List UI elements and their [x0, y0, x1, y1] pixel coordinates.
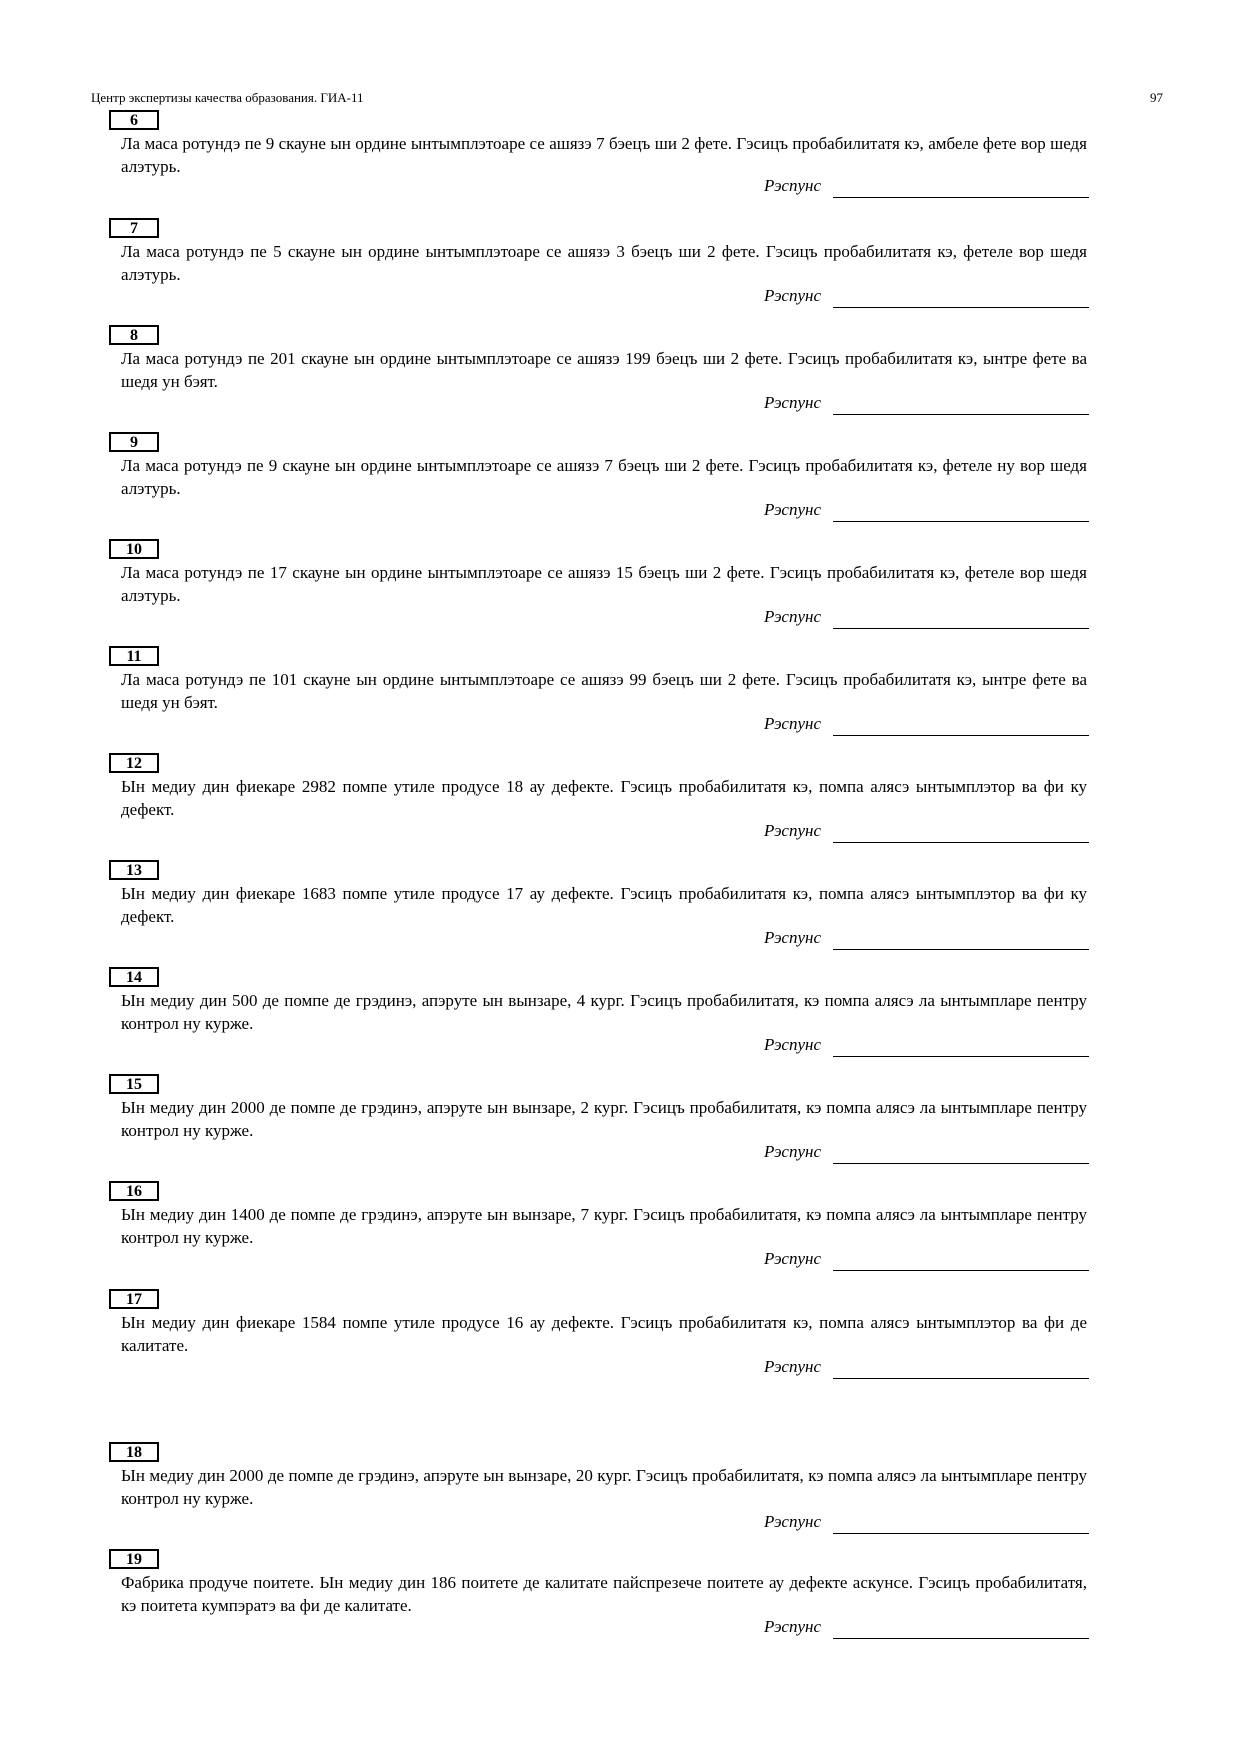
task-number: 16: [109, 1181, 159, 1201]
task-text: Ын медиу дин 500 де помпе де грэдинэ, апэруте ын вынзаре, 4 кург. Гэсицъ пробабилитатя, кэ помпа алясэ ла ынтымпларе пентру контрол ну курже.: [121, 991, 1087, 1033]
answer-field[interactable]: [764, 607, 1089, 629]
answer-label: Рэспунс: [764, 176, 821, 195]
answer-field[interactable]: [764, 176, 1089, 198]
task-number: 10: [109, 539, 159, 559]
answer-label: Рэспунс: [764, 607, 821, 626]
answer-label: Рэспунс: [764, 1617, 821, 1636]
task-text: Фабрика продуче поитете. Ын медиу дин 186 поитете де калитате пайспрезече поитете ау дефекте аскунсе. Гэсицъ пробабилитатя, кэ поитета кумпэратэ ва фи де калитате.: [121, 1573, 1087, 1615]
answer-field[interactable]: [764, 1249, 1089, 1271]
answer-line[interactable]: [833, 1533, 1089, 1534]
answer-label: Рэспунс: [764, 1035, 821, 1054]
task-number: 12: [109, 753, 159, 773]
task-text: Ла маса ротундэ пе 201 скауне ын ордине ынтымплэтоаре се ашязэ 199 бэецъ ши 2 фете. Гэсицъ пробабилитатя кэ, ынтре фете ва шедя ун бэят.: [121, 349, 1087, 391]
answer-field[interactable]: [764, 1357, 1089, 1379]
answer-label: Рэспунс: [764, 500, 821, 519]
answer-label: Рэспунс: [764, 821, 821, 840]
answer-field[interactable]: [764, 500, 1089, 522]
answer-field[interactable]: [764, 393, 1089, 415]
task-number: 17: [109, 1289, 159, 1309]
task-number: 14: [109, 967, 159, 987]
answer-field[interactable]: [764, 1142, 1089, 1164]
answer-line[interactable]: [833, 1638, 1089, 1639]
answer-field[interactable]: [764, 714, 1089, 736]
answer-field[interactable]: [764, 1512, 1089, 1534]
task-text: Ын медиу дин фиекаре 2982 помпе утиле продусе 18 ау дефекте. Гэсицъ пробабилитатя кэ, помпа алясэ ынтымплэтор ва фи ку дефект.: [121, 777, 1087, 819]
task-number: 19: [109, 1549, 159, 1569]
answer-line[interactable]: [833, 1163, 1089, 1164]
answer-line[interactable]: [833, 197, 1089, 198]
answer-field[interactable]: [764, 821, 1089, 843]
answer-field[interactable]: [764, 928, 1089, 950]
task-number: 13: [109, 860, 159, 880]
answer-line[interactable]: [833, 628, 1089, 629]
page-number: 97: [1150, 90, 1163, 105]
task-text: Ын медиу дин 1400 де помпе де грэдинэ, апэруте ын вынзаре, 7 кург. Гэсицъ пробабилитатя, кэ помпа алясэ ла ынтымпларе пентру контрол ну курже.: [121, 1205, 1087, 1247]
task-text: Ла маса ротундэ пе 17 скауне ын ордине ынтымплэтоаре се ашязэ 15 бэецъ ши 2 фете. Гэсицъ пробабилитатя кэ, фетеле вор шедя алэтурь.: [121, 563, 1087, 605]
task-text: Ла маса ротундэ пе 101 скауне ын ордине ынтымплэтоаре се ашязэ 99 бэецъ ши 2 фете. Гэсицъ пробабилитатя кэ, ынтре фете ва шедя ун бэят.: [121, 670, 1087, 712]
answer-label: Рэспунс: [764, 1512, 821, 1531]
answer-label: Рэспунс: [764, 1249, 821, 1268]
header-title: Центр экспертизы качества образования. ГИА-11: [91, 90, 364, 105]
task-text: Ын медиу дин 2000 де помпе де грэдинэ, апэруте ын вынзаре, 20 кург. Гэсицъ пробабилитатя, кэ помпа алясэ ла ынтымпларе пентру контрол ну курже.: [121, 1466, 1087, 1508]
task-text: Ла маса ротундэ пе 5 скауне ын ордине ынтымплэтоаре се ашязэ 3 бэецъ ши 2 фете. Гэсицъ пробабилитатя кэ, фетеле вор шедя алэтурь.: [121, 242, 1087, 284]
answer-label: Рэспунс: [764, 1142, 821, 1161]
answer-label: Рэспунс: [764, 286, 821, 305]
answer-field[interactable]: [764, 286, 1089, 308]
answer-line[interactable]: [833, 1270, 1089, 1271]
task-text: Ын медиу дин фиекаре 1584 помпе утиле продусе 16 ау дефекте. Гэсицъ пробабилитатя кэ, помпа алясэ ынтымплэтор ва фи де калитате.: [121, 1313, 1087, 1355]
answer-field[interactable]: [764, 1617, 1089, 1639]
answer-line[interactable]: [833, 414, 1089, 415]
answer-line[interactable]: [833, 1378, 1089, 1379]
task-text: Ла маса ротундэ пе 9 скауне ын ордине ынтымплэтоаре се ашязэ 7 бэецъ ши 2 фете. Гэсицъ пробабилитатя кэ, фетеле ну вор шедя алэтурь.: [121, 456, 1087, 498]
answer-label: Рэспунс: [764, 1357, 821, 1376]
task-number: 11: [109, 646, 159, 666]
answer-line[interactable]: [833, 949, 1089, 950]
task-number: 6: [109, 110, 159, 130]
task-number: 7: [109, 218, 159, 238]
task-number: 8: [109, 325, 159, 345]
page-header: [91, 90, 1163, 110]
answer-field[interactable]: [764, 1035, 1089, 1057]
answer-line[interactable]: [833, 735, 1089, 736]
answer-line[interactable]: [833, 521, 1089, 522]
task-number: 9: [109, 432, 159, 452]
task-text: Ын медиу дин 2000 де помпе де грэдинэ, апэруте ын вынзаре, 2 кург. Гэсицъ пробабилитатя, кэ помпа алясэ ла ынтымпларе пентру контрол ну курже.: [121, 1098, 1087, 1140]
answer-label: Рэспунс: [764, 714, 821, 733]
answer-label: Рэспунс: [764, 928, 821, 947]
task-text: Ын медиу дин фиекаре 1683 помпе утиле продусе 17 ау дефекте. Гэсицъ пробабилитатя кэ, помпа алясэ ынтымплэтор ва фи ку дефект.: [121, 884, 1087, 926]
answer-line[interactable]: [833, 842, 1089, 843]
answer-line[interactable]: [833, 1056, 1089, 1057]
answer-line[interactable]: [833, 307, 1089, 308]
answer-label: Рэспунс: [764, 393, 821, 412]
task-number: 18: [109, 1442, 159, 1462]
task-text: Ла маса ротундэ пе 9 скауне ын ордине ынтымплэтоаре се ашязэ 7 бэецъ ши 2 фете. Гэсицъ пробабилитатя кэ, амбеле фете вор шедя алэтурь.: [121, 134, 1087, 176]
task-number: 15: [109, 1074, 159, 1094]
